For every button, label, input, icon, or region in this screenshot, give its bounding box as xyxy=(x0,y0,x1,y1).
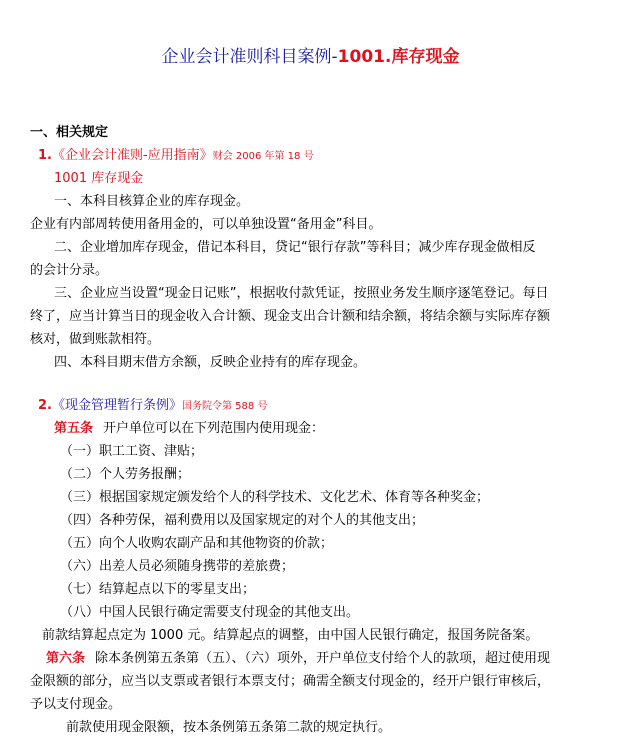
article-5-label: 第五条 xyxy=(54,421,94,436)
page-title xyxy=(0,46,621,68)
paragraph-line: 三、企业应当设置“现金日记账”，根据收付款凭证，按照业务发生顺序逐笔登记。每日 xyxy=(54,286,549,301)
article-5-text: 开户单位可以在下列范围内使用现金： xyxy=(103,421,325,436)
article-6-line: 予以支付现金。 xyxy=(30,697,122,712)
list-item: （六）出差人员必须随身携带的差旅费； xyxy=(60,559,295,574)
paragraph-line: 终了，应当计算当日的现金收入合计额、现金支出合计额和结余额，将结余额与实际库存额 xyxy=(30,309,551,324)
list-item: （二）个人劳务报酬； xyxy=(60,467,191,482)
article-6-line: 除本条例第五条第（五）、（六）项外，开户单位支付给个人的款项，超过使用现 xyxy=(95,651,551,666)
paragraph-line: 一、本科目核算企业的库存现金。 xyxy=(54,194,250,209)
section-heading: 一、相关规定 xyxy=(30,125,109,140)
list-item: （八）中国人民银行确定需要支付现金的其他支出。 xyxy=(60,605,360,620)
paragraph-line: 二、企业增加库存现金，借记本科目，贷记“银行存款”等科目；减少库存现金做相反 xyxy=(54,240,536,255)
reference-2-name: 《现金管理暂行条例》 xyxy=(51,398,182,413)
article-5 xyxy=(54,421,324,437)
article-6-note: 前款使用现金限额，按本条例第五条第二款的规定执行。 xyxy=(66,720,392,735)
list-item: （三）根据国家规定颁发给个人的科学技术、文化艺术、体育等各种奖金； xyxy=(60,490,490,505)
reference-1 xyxy=(38,148,314,165)
list-item: （七）结算起点以下的零星支出； xyxy=(60,582,256,597)
article-6-line: 金限额的部分，应当以支票或者银行本票支付；确需全额支付现金的，经开户银行审核后， xyxy=(30,674,551,689)
reference-1-name: 《企业会计准则-应用指南》 xyxy=(51,148,213,163)
paragraph-line: 核对，做到账款相符。 xyxy=(30,332,161,347)
title-prefix: 企业会计准则科目案例- xyxy=(161,47,338,67)
reference-2-doc: 国务院令第 588 号 xyxy=(182,401,268,412)
reference-2 xyxy=(38,398,267,415)
paragraph-line: 企业有内部周转使用备用金的，可以单独设置“备用金”科目。 xyxy=(30,217,382,232)
paragraph-line: 四、本科目期末借方余额，反映企业持有的库存现金。 xyxy=(54,355,367,370)
reference-1-number: 1. xyxy=(38,148,52,163)
article-6-label: 第六条 xyxy=(46,651,86,666)
reference-1-doc: 财会 2006 年第 18 号 xyxy=(212,151,314,162)
list-item: （四）各种劳保，福利费用以及国家规定的对个人的其他支出； xyxy=(60,513,425,528)
account-code: 1001 库存现金 xyxy=(54,171,144,186)
list-item: （五）向个人收购农副产品和其他物资的价款； xyxy=(60,536,334,551)
article-6 xyxy=(46,651,550,667)
list-item: （一）职工工资、津贴； xyxy=(60,444,204,459)
article-5-note: 前款结算起点定为 1000 元。结算起点的调整，由中国人民银行确定，报国务院备案。 xyxy=(42,628,539,643)
paragraph-line: 的会计分录。 xyxy=(30,263,109,278)
reference-2-number: 2. xyxy=(38,398,52,413)
title-highlight: 1001.库存现金 xyxy=(337,47,460,67)
